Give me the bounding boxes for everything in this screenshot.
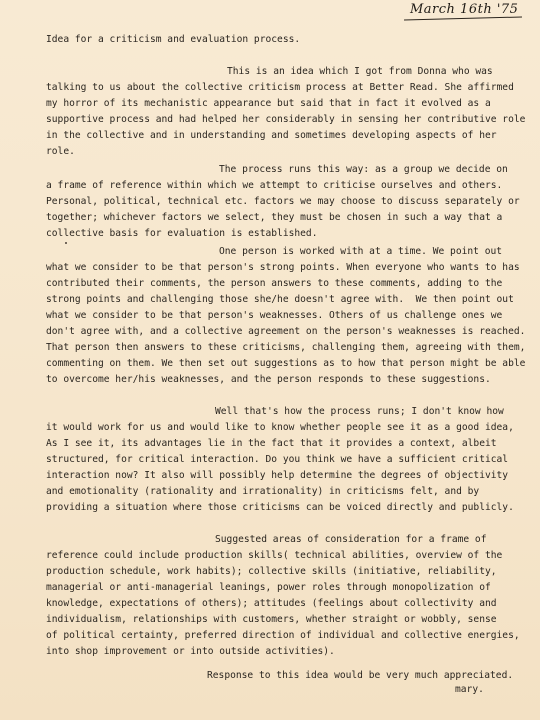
- paragraph-5-line: individualism, relationships with customers, whether straight or wobbly, sense: [46, 614, 497, 625]
- paragraph-3-line: One person is worked with at a time. We point out: [219, 246, 503, 257]
- paragraph-5-line: into shop improvement or into outside activities).: [46, 646, 335, 657]
- paragraph-3-line: strong points and challenging those she/he doesn't agree with. We then point out: [46, 294, 514, 305]
- paragraph-1-line: This is an idea which I got from Donna who was: [227, 66, 493, 77]
- paragraph-4-line: interaction now? It also will possibly help determine the degrees of objectivity: [46, 470, 509, 481]
- paragraph-1-line: role.: [46, 146, 75, 157]
- paragraph-2-line: Personal, political, technical etc. factors we may choose to discuss separately or: [46, 196, 520, 207]
- paragraph-4-line: and emotionality (rationality and irrationality) in criticisms felt, and by: [46, 486, 480, 497]
- paragraph-4-line: it would work for us and would like to know whether people see it as a good idea,: [46, 422, 514, 433]
- paragraph-2-line: collective basis for evaluation is established.: [46, 228, 318, 239]
- paragraph-3-line: contributed their comments, the person answers to these comments, adding to the: [46, 278, 503, 289]
- paragraph-3-line: commenting on them. We then set out suggestions as to how that person might be able: [46, 358, 526, 369]
- paragraph-2-line: a frame of reference within which we attempt to criticise ourselves and others.: [46, 180, 503, 191]
- paragraph-3-line: That person then answers to these criticisms, challenging them, agreeing with them,: [46, 342, 526, 353]
- paragraph-5-line: managerial or anti-managerial leanings, power roles through monopolization of: [46, 582, 491, 593]
- paragraph-5-line: knowledge, expectations of others); attitudes (feelings about collectivity and: [46, 598, 497, 609]
- pen-mark: [65, 242, 67, 244]
- paragraph-1-line: my horror of its mechanistic appearance but said that in fact it evolved as a: [46, 98, 491, 109]
- paragraph-4-line: providing a situation where those criticisms can be voiced directly and publicly.: [46, 502, 514, 513]
- paragraph-4-line: structured, for critical interaction. Do you think we have a sufficient critical: [46, 454, 509, 465]
- paragraph-3-line: to overcome her/his weaknesses, and the person responds to these suggestions.: [46, 374, 491, 385]
- handwritten-date: March 16th '75: [410, 2, 519, 17]
- paragraph-1-line: in the collective and in understanding and sometimes developing aspects of her: [46, 130, 497, 141]
- document-title: Idea for a criticism and evaluation process.: [46, 34, 301, 45]
- paragraph-5-line: Suggested areas of consideration for a frame of: [215, 534, 487, 545]
- paragraph-4-line: As I see it, its advantages lie in the fact that it provides a context, albeit: [46, 438, 497, 449]
- paragraph-3-line: don't agree with, and a collective agreement on the person's weaknesses is reached.: [46, 326, 526, 337]
- paragraph-3-line: what we consider to be that person's weaknesses. Others of us challenge ones we: [46, 310, 503, 321]
- paragraph-1-line: supportive process and had helped her considerably in sensing her contributive role: [46, 114, 526, 125]
- signature: mary.: [455, 684, 484, 695]
- closing-line: Response to this idea would be very much appreciated.: [207, 670, 514, 681]
- date-underline: [404, 16, 522, 20]
- paragraph-4-line: Well that's how the process runs; I don't know how: [215, 406, 504, 417]
- paragraph-2-line: The process runs this way: as a group we decide on: [219, 164, 508, 175]
- paragraph-1-line: talking to us about the collective criticism process at Better Read. She affirmed: [46, 82, 514, 93]
- paragraph-5-line: of political certainty, preferred direction of individual and collective energies,: [46, 630, 520, 641]
- paragraph-2-line: together; whichever factors we select, they must be chosen in such a way that a: [46, 212, 503, 223]
- paragraph-5-line: production schedule, work habits); collective skills (initiative, reliability,: [46, 566, 497, 577]
- paragraph-3-line: what we consider to be that person's strong points. When everyone who wants to has: [46, 262, 520, 273]
- paragraph-5-line: reference could include production skills( technical abilities, overview of the: [46, 550, 503, 561]
